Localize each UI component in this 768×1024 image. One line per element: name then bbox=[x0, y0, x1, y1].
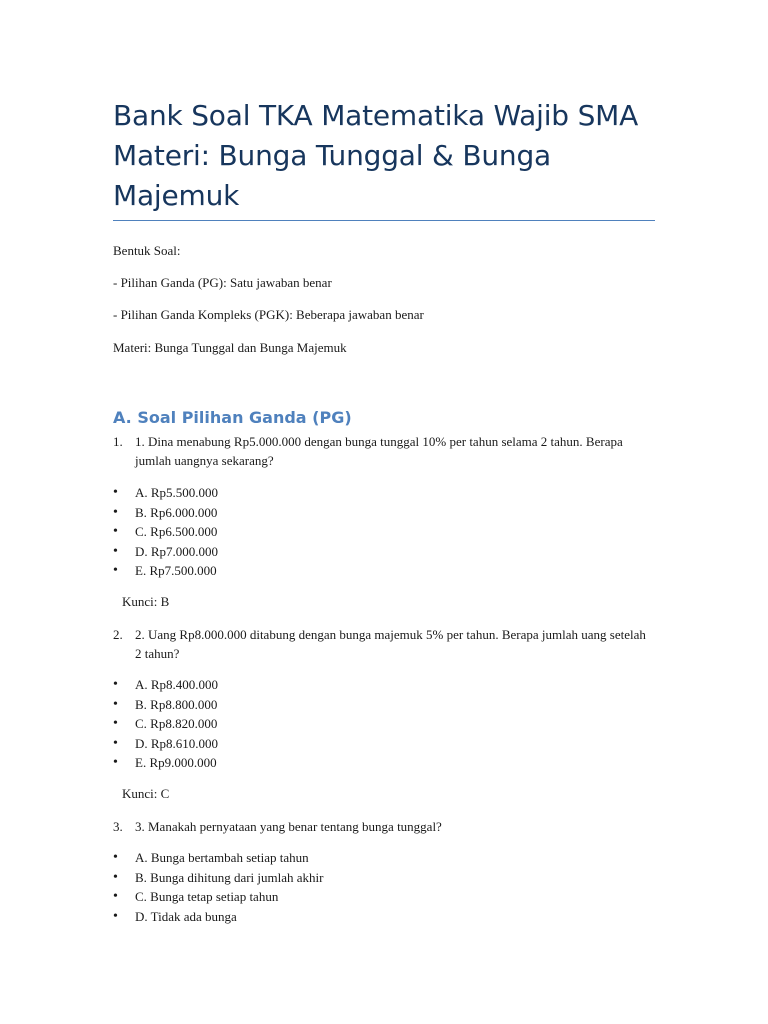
bullet-icon: • bbox=[113, 716, 118, 731]
question-number: 3. bbox=[113, 819, 123, 834]
section-heading-pg: A. Soal Pilihan Ganda (PG) bbox=[113, 408, 352, 427]
question-3-options bbox=[113, 848, 323, 926]
option-item bbox=[113, 542, 218, 562]
bullet-icon: • bbox=[113, 677, 118, 692]
option-label: E. Rp9.000.000 bbox=[135, 755, 217, 770]
bullet-icon: • bbox=[113, 850, 118, 865]
question-text: 3. Manakah pernyataan yang benar tentang bunga tunggal? bbox=[135, 819, 442, 834]
option-item bbox=[113, 483, 218, 503]
question-text: 2. Uang Rp8.000.000 ditabung dengan bunga majemuk 5% per tahun. Berapa jumlah uang setelah 2 tahun? bbox=[135, 627, 646, 661]
document-title bbox=[113, 0, 655, 216]
bullet-icon: • bbox=[113, 504, 118, 520]
option-item bbox=[113, 675, 218, 695]
option-label: A. Rp5.500.000 bbox=[135, 485, 219, 500]
bullet-icon: • bbox=[113, 563, 118, 578]
option-item bbox=[113, 753, 218, 773]
option-item bbox=[113, 887, 323, 907]
option-label: C. Rp8.820.000 bbox=[135, 716, 218, 731]
title-line-3: Majemuk bbox=[113, 179, 240, 212]
question-3 bbox=[113, 817, 655, 836]
bullet-icon: • bbox=[113, 735, 118, 751]
question-number: 1. bbox=[113, 434, 123, 449]
option-label: A. Rp8.400.000 bbox=[135, 677, 219, 692]
question-number: 2. bbox=[113, 627, 123, 642]
option-label: C. Rp6.500.000 bbox=[135, 524, 218, 539]
intro-pg: - Pilihan Ganda (PG): Satu jawaban benar bbox=[113, 275, 332, 290]
option-item bbox=[113, 695, 218, 715]
option-item bbox=[113, 561, 218, 581]
option-label: A. Bunga bertambah setiap tahun bbox=[135, 850, 309, 865]
option-item bbox=[113, 503, 218, 523]
option-label: C. Bunga tetap setiap tahun bbox=[135, 889, 279, 904]
document-page bbox=[113, 0, 655, 924]
option-item bbox=[113, 734, 218, 754]
question-1-options bbox=[113, 483, 218, 581]
question-1 bbox=[113, 432, 655, 470]
intro-bentuk-soal: Bentuk Soal: bbox=[113, 243, 181, 258]
option-item bbox=[113, 522, 218, 542]
question-2 bbox=[113, 625, 655, 663]
answer-key-1: Kunci: B bbox=[122, 594, 170, 609]
option-item bbox=[113, 848, 323, 868]
bullet-icon: • bbox=[113, 543, 118, 559]
option-label: B. Bunga dihitung dari jumlah akhir bbox=[135, 869, 324, 885]
question-2-options bbox=[113, 675, 218, 773]
option-item bbox=[113, 714, 218, 734]
bullet-icon: • bbox=[113, 869, 118, 885]
bullet-icon: • bbox=[113, 889, 118, 904]
question-text: 1. Dina menabung Rp5.000.000 dengan bunga tunggal 10% per tahun selama 2 tahun. Berapa jumlah uangnya sekarang? bbox=[135, 434, 623, 468]
option-label: D. Rp7.000.000 bbox=[135, 543, 219, 559]
option-label: B. Rp8.800.000 bbox=[135, 696, 218, 712]
option-label: D. Tidak ada bunga bbox=[135, 908, 237, 924]
option-label: B. Rp6.000.000 bbox=[135, 504, 218, 520]
option-label: D. Rp8.610.000 bbox=[135, 735, 219, 751]
option-item bbox=[113, 868, 323, 888]
bullet-icon: • bbox=[113, 696, 118, 712]
title-divider bbox=[113, 220, 655, 221]
bullet-icon: • bbox=[113, 755, 118, 770]
bullet-icon: • bbox=[113, 485, 118, 500]
title-line-2: Materi: Bunga Tunggal & Bunga bbox=[113, 139, 551, 172]
answer-key-2: Kunci: C bbox=[122, 786, 170, 801]
intro-materi: Materi: Bunga Tunggal dan Bunga Majemuk bbox=[113, 340, 347, 355]
title-line-1: Bank Soal TKA Matematika Wajib SMA bbox=[113, 99, 639, 132]
option-label: E. Rp7.500.000 bbox=[135, 563, 217, 578]
option-item bbox=[113, 907, 323, 927]
bullet-icon: • bbox=[113, 908, 118, 924]
bullet-icon: • bbox=[113, 524, 118, 539]
intro-pgk: - Pilihan Ganda Kompleks (PGK): Beberapa jawaban benar bbox=[113, 307, 424, 322]
